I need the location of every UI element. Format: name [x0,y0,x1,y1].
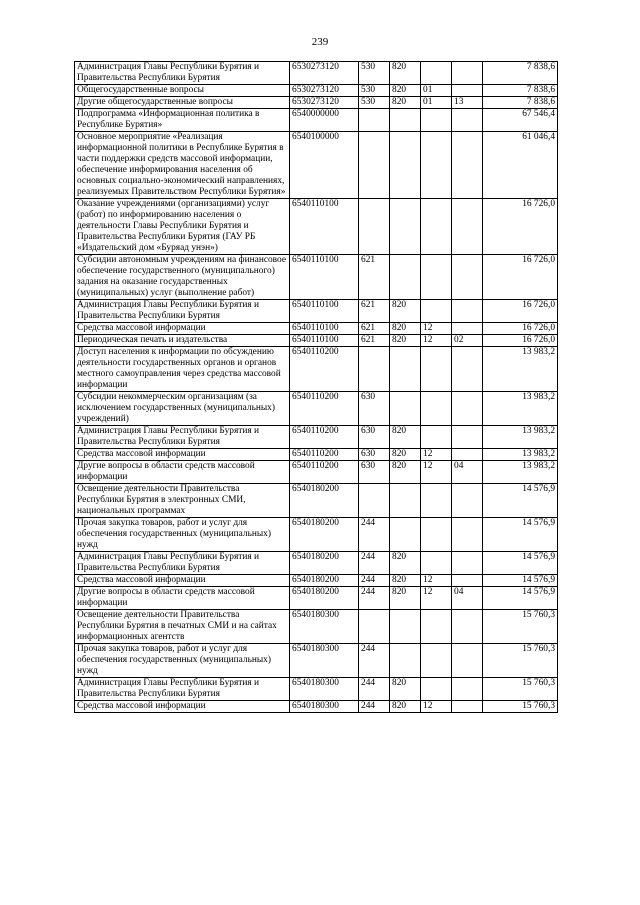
cell-ministry-code: 820 [390,85,421,97]
cell-subsection [452,85,483,97]
cell-ministry-code [390,644,421,678]
cell-expense-type: 244 [359,518,390,552]
cell-subsection [452,552,483,575]
cell-ministry-code: 820 [390,461,421,484]
cell-target-article: 6540180300 [290,610,359,644]
cell-ministry-code: 820 [390,62,421,85]
cell-section: 01 [421,85,452,97]
cell-section [421,678,452,701]
cell-subsection [452,392,483,426]
cell-ministry-code: 820 [390,587,421,610]
cell-name: Средства массовой информации [75,701,290,713]
cell-expense-type [359,347,390,392]
cell-subsection [452,300,483,323]
cell-target-article: 6530273120 [290,85,359,97]
cell-expense-type: 621 [359,300,390,323]
cell-section [421,484,452,518]
cell-section [421,62,452,85]
table-row [75,300,558,323]
cell-subsection [452,610,483,644]
cell-sum: 15 760,3 [483,610,558,644]
cell-name: Основное мероприятие «Реализация информационной политики в Республике Бурятия в части поддержки средств массовой информации, обеспечение информирования населения об основных социально-экономический направлениях, реализуемых Правительством Республики Бурятия» [75,132,290,199]
cell-sum: 14 576,9 [483,484,558,518]
cell-expense-type [359,109,390,132]
cell-name: Средства массовой информации [75,449,290,461]
cell-name: Освещение деятельности Правительства Республики Бурятия в печатных СМИ и на сайтах информационных агентств [75,610,290,644]
cell-section: 12 [421,323,452,335]
table-row [75,518,558,552]
cell-sum: 16 726,0 [483,255,558,300]
cell-ministry-code: 820 [390,300,421,323]
cell-name: Средства массовой информации [75,575,290,587]
table-row [75,449,558,461]
cell-ministry-code: 820 [390,426,421,449]
cell-section: 12 [421,449,452,461]
cell-sum: 16 726,0 [483,300,558,323]
cell-sum: 13 983,2 [483,449,558,461]
cell-ministry-code: 820 [390,552,421,575]
cell-subsection: 04 [452,461,483,484]
cell-subsection [452,484,483,518]
cell-ministry-code: 820 [390,701,421,713]
cell-target-article: 6540180300 [290,678,359,701]
cell-ministry-code: 820 [390,97,421,109]
table-row [75,701,558,713]
cell-sum: 16 726,0 [483,323,558,335]
table-row [75,461,558,484]
cell-target-article: 6540180200 [290,575,359,587]
cell-name: Доступ населения к информации по обсуждению деятельности государственных органов и органов местного самоуправления через средства массовой информации [75,347,290,392]
cell-target-article: 6530273120 [290,62,359,85]
cell-subsection [452,575,483,587]
cell-ministry-code [390,484,421,518]
cell-sum: 13 983,2 [483,426,558,449]
cell-name: Прочая закупка товаров, работ и услуг для обеспечения государственных (муниципальных) нужд [75,518,290,552]
cell-ministry-code [390,347,421,392]
cell-target-article: 6540110100 [290,300,359,323]
cell-ministry-code: 820 [390,323,421,335]
cell-section: 12 [421,335,452,347]
cell-sum: 13 983,2 [483,347,558,392]
cell-ministry-code [390,132,421,199]
cell-name: Администрация Главы Республики Бурятия и Правительства Республики Бурятия [75,62,290,85]
cell-sum: 61 046,4 [483,132,558,199]
cell-section [421,255,452,300]
cell-subsection [452,109,483,132]
cell-ministry-code [390,610,421,644]
cell-ministry-code: 820 [390,335,421,347]
cell-target-article: 6540110100 [290,255,359,300]
page-number: 239 [311,36,329,48]
cell-subsection [452,199,483,255]
table-row [75,575,558,587]
cell-sum: 14 576,9 [483,518,558,552]
cell-expense-type: 244 [359,701,390,713]
cell-section: 01 [421,97,452,109]
table-row [75,610,558,644]
cell-sum: 15 760,3 [483,678,558,701]
cell-name: Субсидии автономным учреждениям на финансовое обеспечение государственного (муниципального) задания на оказание государственных (муниципальных) услуг (выполнение работ) [75,255,290,300]
cell-section [421,610,452,644]
cell-subsection [452,132,483,199]
cell-name: Оказание учреждениями (организациями) услуг (работ) по информированию населения о деятельности Главы Республики Бурятия и Правительства Республики Бурятия (ГАУ РБ «Издательский дом «Буряад унэн») [75,199,290,255]
cell-name: Субсидии некоммерческим организациям (за исключением государственных (муниципальных) учреждений) [75,392,290,426]
cell-sum: 14 576,9 [483,575,558,587]
cell-section: 12 [421,587,452,610]
cell-expense-type [359,199,390,255]
table-row [75,109,558,132]
cell-expense-type [359,484,390,518]
cell-sum: 16 726,0 [483,199,558,255]
cell-target-article: 6540110200 [290,426,359,449]
table-row [75,426,558,449]
cell-section [421,347,452,392]
cell-target-article: 6540180200 [290,518,359,552]
cell-expense-type: 244 [359,678,390,701]
cell-expense-type: 630 [359,392,390,426]
table-row [75,587,558,610]
cell-expense-type: 630 [359,426,390,449]
cell-expense-type: 621 [359,255,390,300]
cell-subsection [452,678,483,701]
cell-target-article: 6540180300 [290,701,359,713]
cell-sum: 13 983,2 [483,392,558,426]
cell-sum: 15 760,3 [483,644,558,678]
cell-ministry-code: 820 [390,678,421,701]
cell-ministry-code: 820 [390,449,421,461]
cell-target-article: 6540110100 [290,323,359,335]
cell-subsection [452,62,483,85]
cell-target-article: 6540110100 [290,199,359,255]
cell-target-article: 6540000000 [290,109,359,132]
cell-ministry-code [390,109,421,132]
cell-section [421,644,452,678]
cell-section [421,132,452,199]
table-row [75,85,558,97]
cell-sum: 13 983,2 [483,461,558,484]
table-row [75,255,558,300]
cell-target-article: 6540180200 [290,552,359,575]
cell-name: Администрация Главы Республики Бурятия и Правительства Республики Бурятия [75,300,290,323]
cell-sum: 14 576,9 [483,552,558,575]
table-row [75,552,558,575]
cell-name: Администрация Главы Республики Бурятия и Правительства Республики Бурятия [75,426,290,449]
cell-section [421,199,452,255]
cell-sum: 7 838,6 [483,97,558,109]
table-row [75,132,558,199]
cell-target-article: 6540110200 [290,461,359,484]
budget-table-body [75,62,558,713]
cell-section [421,392,452,426]
cell-subsection [452,449,483,461]
cell-subsection [452,347,483,392]
cell-expense-type: 530 [359,62,390,85]
cell-ministry-code [390,392,421,426]
table-row [75,335,558,347]
cell-target-article: 6540110100 [290,335,359,347]
cell-section [421,426,452,449]
cell-sum: 14 576,9 [483,587,558,610]
cell-ministry-code [390,255,421,300]
table-row [75,323,558,335]
cell-expense-type: 630 [359,449,390,461]
cell-name: Общегосударственные вопросы [75,85,290,97]
cell-expense-type [359,132,390,199]
cell-expense-type: 621 [359,335,390,347]
cell-target-article: 6530273120 [290,97,359,109]
cell-name: Средства массовой информации [75,323,290,335]
cell-expense-type: 530 [359,97,390,109]
cell-sum: 16 726,0 [483,335,558,347]
cell-expense-type: 244 [359,587,390,610]
cell-subsection [452,701,483,713]
cell-name: Другие вопросы в области средств массовой информации [75,587,290,610]
cell-name: Прочая закупка товаров, работ и услуг для обеспечения государственных (муниципальных) нужд [75,644,290,678]
cell-section [421,109,452,132]
cell-name: Подпрограмма «Информационная политика в Республике Бурятия» [75,109,290,132]
cell-sum: 15 760,3 [483,701,558,713]
cell-sum: 7 838,6 [483,85,558,97]
cell-expense-type [359,610,390,644]
cell-target-article: 6540180300 [290,644,359,678]
cell-target-article: 6540100000 [290,132,359,199]
cell-ministry-code: 820 [390,575,421,587]
budget-table [74,61,558,713]
cell-section: 12 [421,461,452,484]
table-row [75,678,558,701]
cell-expense-type: 244 [359,644,390,678]
cell-subsection [452,644,483,678]
cell-section [421,518,452,552]
cell-expense-type: 244 [359,575,390,587]
cell-ministry-code [390,518,421,552]
cell-subsection [452,426,483,449]
table-row [75,644,558,678]
cell-ministry-code [390,199,421,255]
cell-subsection: 02 [452,335,483,347]
table-row [75,347,558,392]
cell-subsection [452,323,483,335]
cell-name: Другие общегосударственные вопросы [75,97,290,109]
cell-name: Администрация Главы Республики Бурятия и Правительства Республики Бурятия [75,552,290,575]
cell-name: Освещение деятельности Правительства Республики Бурятия в электронных СМИ, национальных программах [75,484,290,518]
cell-sum: 7 838,6 [483,62,558,85]
cell-section: 12 [421,575,452,587]
cell-subsection [452,255,483,300]
table-row [75,484,558,518]
cell-subsection: 13 [452,97,483,109]
table-row [75,62,558,85]
cell-subsection: 04 [452,587,483,610]
cell-sum: 67 546,4 [483,109,558,132]
cell-section: 12 [421,701,452,713]
cell-name: Другие вопросы в области средств массовой информации [75,461,290,484]
table-row [75,199,558,255]
cell-target-article: 6540180200 [290,484,359,518]
cell-name: Периодическая печать и издательства [75,335,290,347]
cell-subsection [452,518,483,552]
cell-target-article: 6540110200 [290,449,359,461]
cell-expense-type: 630 [359,461,390,484]
cell-expense-type: 530 [359,85,390,97]
cell-name: Администрация Главы Республики Бурятия и Правительства Республики Бурятия [75,678,290,701]
cell-section [421,300,452,323]
cell-target-article: 6540180200 [290,587,359,610]
cell-target-article: 6540110200 [290,392,359,426]
table-row [75,392,558,426]
cell-target-article: 6540110200 [290,347,359,392]
table-row [75,97,558,109]
cell-section [421,552,452,575]
cell-expense-type: 621 [359,323,390,335]
cell-expense-type: 244 [359,552,390,575]
